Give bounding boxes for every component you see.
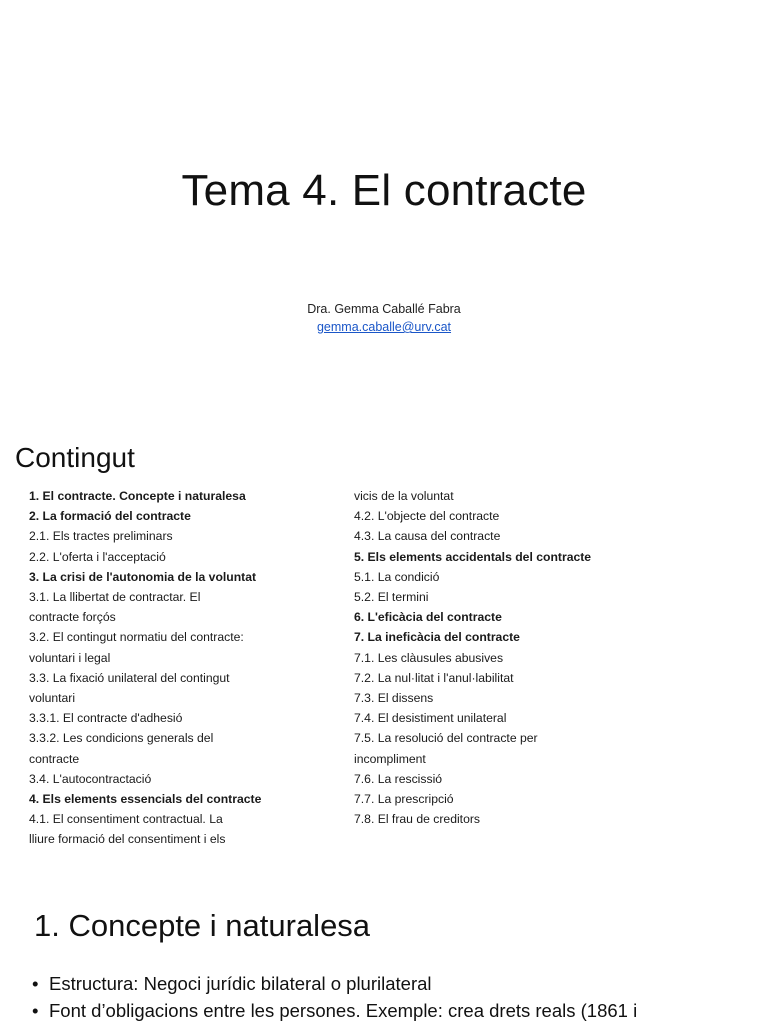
contents-subsection-line: contracte forçós bbox=[29, 610, 116, 625]
contents-section-heading: 5. Els elements accidentals del contracte bbox=[354, 549, 592, 564]
contents-section-heading: 3. La crisi de l'autonomia de la voluntat bbox=[29, 569, 257, 584]
concept-bullet-list bbox=[30, 970, 750, 1024]
bullet-text: Estructura: Negoci jurídic bilateral o plurilateral bbox=[49, 973, 432, 994]
contents-section-heading: 4. Els elements essencials del contracte bbox=[29, 792, 262, 807]
contents-subsection-line: 7.8. El frau de creditors bbox=[354, 812, 480, 827]
bullet-icon: • bbox=[32, 1000, 39, 1021]
contents-subsection-line: 4.3. La causa del contracte bbox=[354, 529, 501, 544]
contents-subsection-line: 5.2. El termini bbox=[354, 590, 429, 605]
contents-subsection-line: 3.3. La fixació unilateral del contingut bbox=[29, 670, 230, 685]
concept-slide bbox=[0, 876, 768, 1024]
contents-subsection-line: vicis de la voluntat bbox=[354, 489, 454, 503]
contents-subsection-line: 2.2. L'oferta i l'acceptació bbox=[29, 549, 166, 564]
contents-subsection-line: 7.6. La rescissió bbox=[354, 771, 443, 786]
author-name: Dra. Gemma Caballé Fabra bbox=[307, 302, 461, 316]
contents-subsection-line: 3.2. El contingut normatiu del contracte: bbox=[29, 630, 244, 645]
contents-subsection-line: 4.2. L'objecte del contracte bbox=[354, 509, 500, 524]
contents-title: Contingut bbox=[15, 442, 135, 473]
contents-section-heading: 7. La ineficàcia del contracte bbox=[354, 630, 520, 645]
slide-title: Tema 4. El contracte bbox=[181, 166, 587, 215]
concept-title: 1. Concepte i naturalesa bbox=[34, 908, 371, 943]
contents-subsection-line: 7.4. El desistiment unilateral bbox=[354, 711, 507, 726]
email-link[interactable]: gemma.caballe@urv.cat bbox=[316, 320, 452, 334]
contents-right-column bbox=[354, 486, 604, 829]
contents-subsection-line: 7.3. El dissens bbox=[354, 691, 434, 706]
contents-subsection-line: 3.3.2. Les condicions generals del bbox=[29, 731, 214, 746]
contents-subsection-line: voluntari i legal bbox=[29, 650, 111, 665]
contents-subsection-line: 4.1. El consentiment contractual. La bbox=[29, 812, 223, 827]
contents-subsection-line: 7.2. La nul·litat i l'anul·labilitat bbox=[354, 670, 514, 685]
contents-subsection-line: lliure formació del consentiment i els bbox=[29, 832, 226, 847]
contents-section-heading: 1. El contracte. Concepte i naturalesa bbox=[29, 489, 246, 503]
contents-subsection-line: 7.1. Les clàusules abusives bbox=[354, 650, 504, 665]
bullet-text: Font d’obligacions entre les persones. Exemple: crea drets reals (1861 i bbox=[49, 1000, 638, 1021]
bullet-item bbox=[30, 997, 750, 1024]
contents-subsection-line: 3.3.1. El contracte d'adhesió bbox=[29, 711, 183, 726]
contents-section-heading: 6. L'eficàcia del contracte bbox=[354, 610, 502, 625]
contents-slide bbox=[0, 430, 768, 876]
contents-subsection-line: contracte bbox=[29, 751, 80, 766]
bullet-icon: • bbox=[32, 973, 39, 994]
contents-section-heading: 2. La formació del contracte bbox=[29, 509, 191, 524]
title-slide bbox=[0, 0, 768, 430]
contents-subsection-line: 7.7. La prescripció bbox=[354, 792, 454, 807]
contents-subsection-line: 3.4. L'autocontractació bbox=[29, 771, 152, 786]
bullet-item bbox=[30, 970, 750, 997]
contents-subsection-line: voluntari bbox=[29, 691, 76, 706]
contents-left-column bbox=[29, 486, 279, 850]
contents-subsection-line: 3.1. La llibertat de contractar. El bbox=[29, 590, 201, 605]
contents-subsection-line: 7.5. La resolució del contracte per bbox=[354, 731, 538, 746]
contents-subsection-line: 2.1. Els tractes preliminars bbox=[29, 529, 173, 544]
author-email bbox=[0, 320, 768, 334]
contents-subsection-line: incompliment bbox=[354, 751, 426, 766]
contents-subsection-line: 5.1. La condició bbox=[354, 569, 440, 584]
